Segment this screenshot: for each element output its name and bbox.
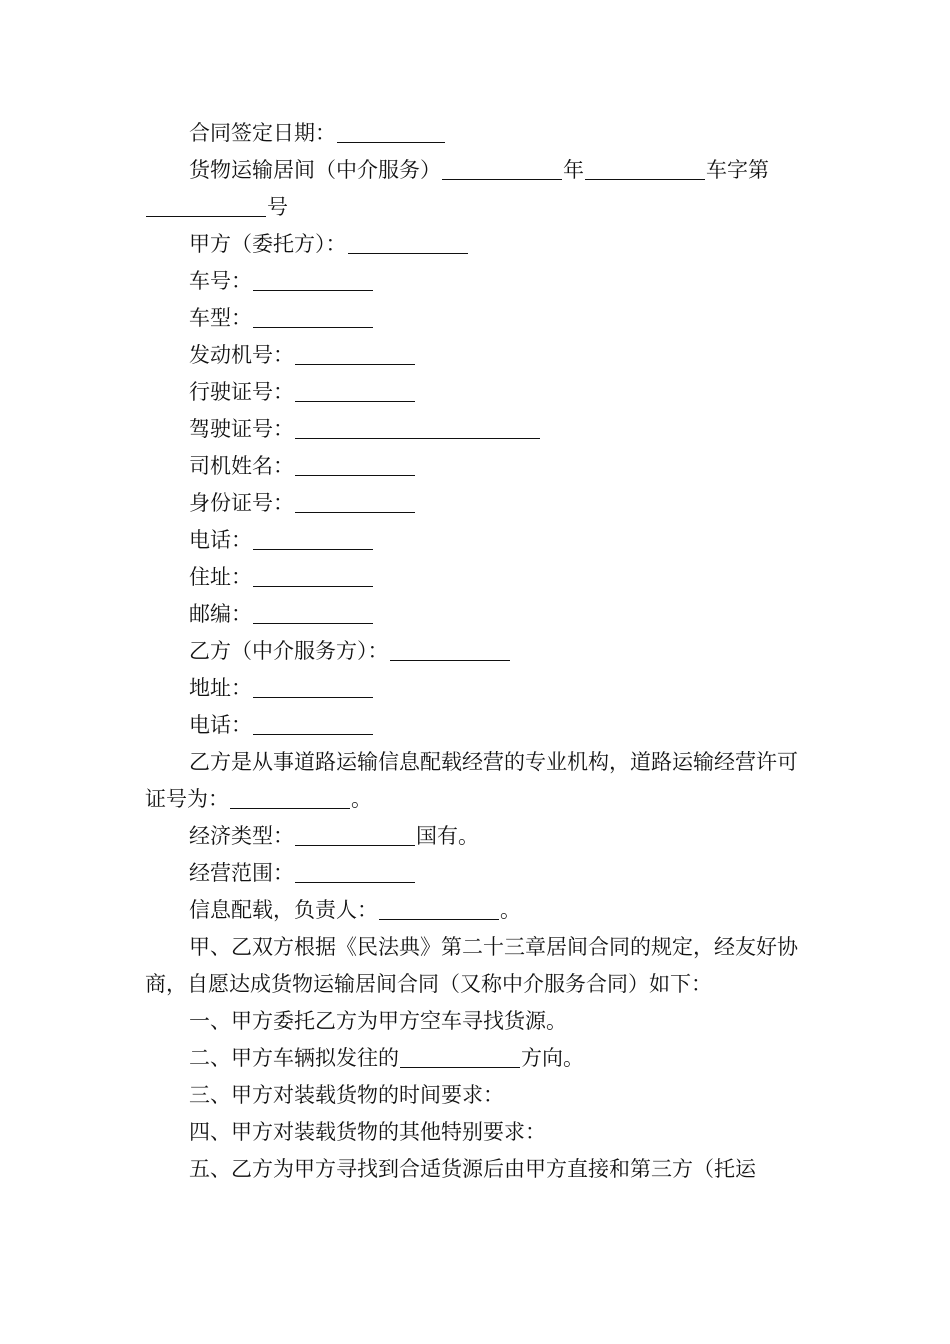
fill-in-blank[interactable] bbox=[585, 159, 705, 180]
line-driver-name bbox=[145, 448, 810, 485]
line-clause-2 bbox=[145, 1040, 810, 1077]
line-clause-1 bbox=[145, 1003, 810, 1040]
fill-in-blank[interactable] bbox=[295, 381, 415, 402]
fill-in-blank[interactable] bbox=[337, 122, 445, 143]
line-text: 司机姓名： bbox=[189, 454, 294, 478]
fill-in-blank[interactable] bbox=[442, 159, 562, 180]
line-engine-no bbox=[145, 337, 810, 374]
line-id-no bbox=[145, 485, 810, 522]
line-text: 经营范围： bbox=[189, 861, 294, 885]
line-vehicle-license bbox=[145, 374, 810, 411]
line-info-load bbox=[145, 892, 810, 929]
fill-in-blank[interactable] bbox=[379, 899, 499, 920]
line-text: 电话： bbox=[189, 713, 252, 737]
line-text: 甲、乙双方根据《民法典》第二十三章居间合同的规定，经友好协商，自愿达成货物运输居间合同（又称中介服务合同）如下： bbox=[145, 935, 798, 996]
fill-in-blank[interactable] bbox=[400, 1047, 520, 1068]
line-phone-b bbox=[145, 707, 810, 744]
line-text: 身份证号： bbox=[189, 491, 294, 515]
fill-in-blank[interactable] bbox=[253, 566, 373, 587]
line-driver-license bbox=[145, 411, 810, 448]
fill-in-blank[interactable] bbox=[295, 455, 415, 476]
line-text: 方向。 bbox=[521, 1046, 584, 1070]
line-clause-4 bbox=[145, 1114, 810, 1151]
fill-in-blank[interactable] bbox=[295, 862, 415, 883]
line-text: 年 bbox=[563, 158, 584, 182]
line-text: 号 bbox=[267, 195, 288, 219]
fill-in-blank[interactable] bbox=[295, 825, 415, 846]
line-text: 车号： bbox=[189, 269, 252, 293]
line-postcode bbox=[145, 596, 810, 633]
fill-in-blank[interactable] bbox=[253, 529, 373, 550]
line-text: 车字第 bbox=[706, 158, 769, 182]
contract-page bbox=[145, 115, 810, 1188]
fill-in-blank[interactable] bbox=[295, 344, 415, 365]
line-text: 行驶证号： bbox=[189, 380, 294, 404]
line-text: 五、乙方为甲方寻找到合适货源后由甲方直接和第三方（托运 bbox=[189, 1157, 756, 1181]
line-text: 。 bbox=[500, 898, 521, 922]
line-text: 合同签定日期： bbox=[189, 121, 336, 145]
line-clause-3 bbox=[145, 1077, 810, 1114]
line-biz-scope bbox=[145, 855, 810, 892]
line-car-no bbox=[145, 263, 810, 300]
fill-in-blank[interactable] bbox=[253, 714, 373, 735]
fill-in-blank[interactable] bbox=[253, 677, 373, 698]
line-text: 电话： bbox=[189, 528, 252, 552]
line-text: 一、甲方委托乙方为甲方空车寻找货源。 bbox=[189, 1009, 567, 1033]
line-text: 国有。 bbox=[416, 824, 479, 848]
line-sign-date bbox=[145, 115, 810, 152]
line-text: 。 bbox=[351, 787, 372, 811]
line-text: 经济类型： bbox=[189, 824, 294, 848]
fill-in-blank[interactable] bbox=[253, 603, 373, 624]
line-text: 乙方（中介服务方）： bbox=[189, 639, 389, 663]
line-text: 信息配载，负责人： bbox=[189, 898, 378, 922]
fill-in-blank[interactable] bbox=[295, 418, 540, 439]
fill-in-blank[interactable] bbox=[390, 640, 510, 661]
line-party-b bbox=[145, 633, 810, 670]
line-party-a bbox=[145, 226, 810, 263]
line-text: 四、甲方对装载货物的其他特别要求： bbox=[189, 1120, 546, 1144]
line-text: 驾驶证号： bbox=[189, 417, 294, 441]
line-text: 乙方是从事道路运输信息配载经营的专业机构，道路运输经营许可证号为： bbox=[145, 750, 798, 811]
line-text: 邮编： bbox=[189, 602, 252, 626]
line-car-type bbox=[145, 300, 810, 337]
line-text: 甲方（委托方）： bbox=[189, 232, 347, 256]
line-address-a bbox=[145, 559, 810, 596]
fill-in-blank[interactable] bbox=[253, 270, 373, 291]
line-phone-a bbox=[145, 522, 810, 559]
line-preamble bbox=[145, 929, 810, 1003]
line-title-no bbox=[145, 152, 810, 226]
line-clause-5 bbox=[145, 1151, 810, 1188]
line-text: 住址： bbox=[189, 565, 252, 589]
fill-in-blank[interactable] bbox=[230, 788, 350, 809]
line-text: 二、甲方车辆拟发往的 bbox=[189, 1046, 399, 1070]
line-econ-type bbox=[145, 818, 810, 855]
fill-in-blank[interactable] bbox=[253, 307, 373, 328]
line-text: 发动机号： bbox=[189, 343, 294, 367]
line-text: 货物运输居间（中介服务） bbox=[189, 158, 441, 182]
fill-in-blank[interactable] bbox=[348, 233, 468, 254]
line-text: 车型： bbox=[189, 306, 252, 330]
fill-in-blank[interactable] bbox=[295, 492, 415, 513]
line-address-b bbox=[145, 670, 810, 707]
line-text: 地址： bbox=[189, 676, 252, 700]
line-text: 三、甲方对装载货物的时间要求： bbox=[189, 1083, 504, 1107]
fill-in-blank[interactable] bbox=[146, 196, 266, 217]
line-intro-b bbox=[145, 744, 810, 818]
